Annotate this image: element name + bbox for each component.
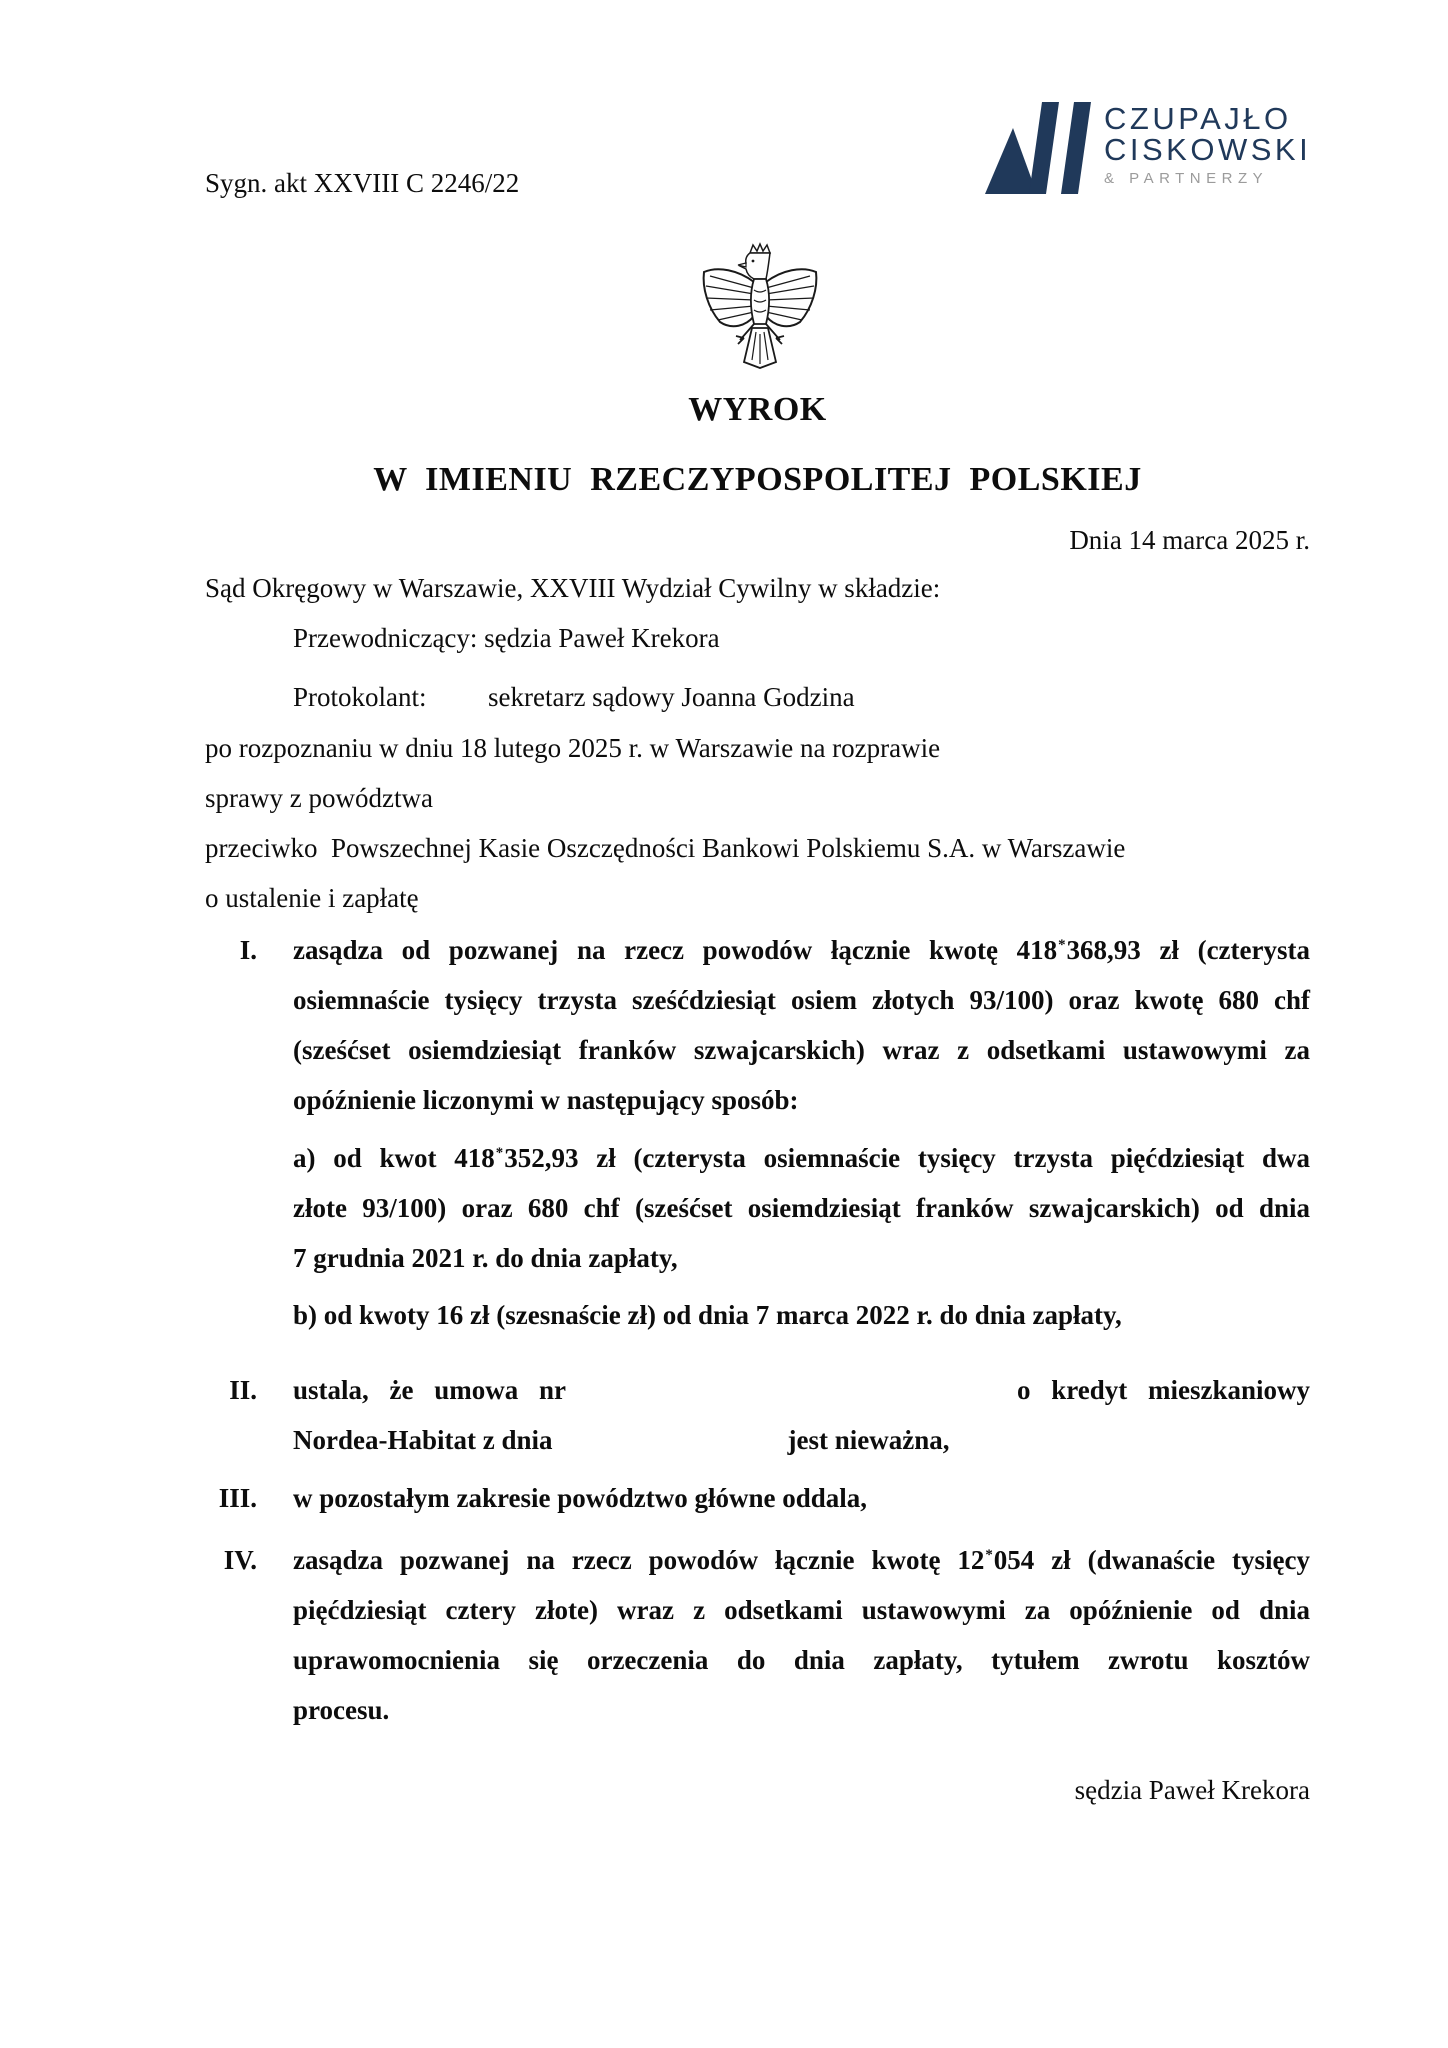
ruling-subitem-a-line-2: złote 93/100) oraz 680 chf (sześćset osiemdziesiąt franków szwajcarskich) od dnia: [293, 1193, 1310, 1223]
ruling-item-2: [205, 1365, 1310, 1465]
ruling-subitem-a-line-3: 7 grudnia 2021 r. do dnia zapłaty,: [293, 1243, 678, 1273]
ruling-subitem-b: [205, 1290, 1310, 1340]
ruling-item-4-line-3: uprawomocnienia się orzeczenia do dnia zapłaty, tytułem zwrotu kosztów: [293, 1645, 1310, 1675]
ruling-subitem-a: [205, 1133, 1310, 1283]
ruling-item-2-line-1-left: ustala, że umowa nr: [293, 1375, 566, 1405]
ruling-item-4-line-1: zasądza pozwanej na rzecz powodów łącznie kwotę 12*054 zł (dwanaście tysięcy: [293, 1545, 1310, 1575]
polish-eagle-emblem: [700, 240, 820, 373]
document-subtitle: W IMIENIU RZECZYPOSPOLITEJ POLSKIEJ: [373, 461, 1142, 498]
logo-line-1: CZUPAJŁO: [1104, 101, 1292, 136]
judgment-date: Dnia 14 marca 2025 r.: [1069, 525, 1310, 555]
court-composition: Sąd Okręgowy w Warszawie, XXVIII Wydział Cywilny w składzie:: [205, 573, 941, 603]
logo-line-3: & PARTNERZY: [1104, 170, 1269, 187]
judge-signature: sędzia Paweł Krekora: [1074, 1775, 1310, 1805]
defendant-line: przeciwko Powszechnej Kasie Oszczędności Bankowi Polskiemu S.A. w Warszawie: [205, 833, 1126, 863]
ruling-item-1: [205, 925, 1310, 1125]
law-firm-logo-mark-icon: [983, 100, 1093, 195]
clerk-label: Protokolant:: [293, 682, 427, 712]
ruling-item-2-line-1: [293, 1365, 1310, 1415]
ruling-subitem-b-line-1: b) od kwoty 16 zł (szesnaście zł) od dnia 7 marca 2022 r. do dnia zapłaty,: [293, 1300, 1122, 1330]
ruling-item-2-line-2-left: Nordea-Habitat z dnia: [293, 1425, 553, 1455]
case-number: Sygn. akt XXVIII C 2246/22: [205, 168, 520, 198]
ruling-item-4: [205, 1535, 1310, 1735]
ruling-item-2-line-2-right: jest nieważna,: [787, 1425, 950, 1455]
ruling-item-1-line-3: (sześćset osiemdziesiąt franków szwajcarskich) wraz z odsetkami ustawowymi za: [293, 1035, 1310, 1065]
ruling-item-1-line-1: zasądza od pozwanej na rzecz powodów łącznie kwotę 418*368,93 zł (czterysta: [293, 935, 1310, 965]
ruling-item-3-numeral: III.: [218, 1483, 257, 1513]
logo-line-2: CISKOWSKI: [1104, 132, 1312, 167]
ruling-item-2-line-1-right: o kredyt mieszkaniowy: [1016, 1375, 1310, 1405]
law-firm-logo-text: [1104, 103, 1311, 186]
clerk-line: [205, 672, 1398, 722]
document-title: WYROK: [688, 391, 827, 428]
ruling-item-4-line-2: pięćdziesiąt cztery złote) wraz z odsetkami ustawowymi za opóźnienie od dnia: [293, 1595, 1310, 1625]
law-firm-logo: [983, 100, 1363, 200]
ruling-item-3-line-1: w pozostałym zakresie powództwo główne oddala,: [293, 1483, 868, 1513]
ruling-item-1-line-4: opóźnienie liczonymi w następujący sposób:: [293, 1085, 799, 1115]
ruling-item-4-numeral: IV.: [223, 1545, 257, 1575]
ruling-item-2-numeral: II.: [229, 1375, 257, 1405]
ruling-item-1-numeral: I.: [239, 935, 257, 965]
subject-line: o ustalenie i zapłatę: [205, 883, 419, 913]
ruling-item-1-line-2: osiemnaście tysięcy trzysta sześćdziesiąt osiem złotych 93/100) oraz kwotę 680 chf: [293, 985, 1310, 1015]
case-of-line: sprawy z powództwa: [205, 783, 433, 813]
ruling-item-3: [205, 1473, 1310, 1523]
ruling-item-2-line-2: [293, 1415, 1310, 1465]
clerk-name: sekretarz sądowy Joanna Godzina: [488, 682, 855, 712]
presiding-judge-line: Przewodniczący: sędzia Paweł Krekora: [293, 623, 720, 653]
ruling-item-4-line-4: procesu.: [293, 1695, 390, 1725]
hearing-line: po rozpoznaniu w dniu 18 lutego 2025 r. w Warszawie na rozprawie: [205, 733, 941, 763]
ruling-subitem-a-line-1: a) od kwot 418*352,93 zł (czterysta osiemnaście tysięcy trzysta pięćdziesiąt dwa: [293, 1143, 1311, 1173]
